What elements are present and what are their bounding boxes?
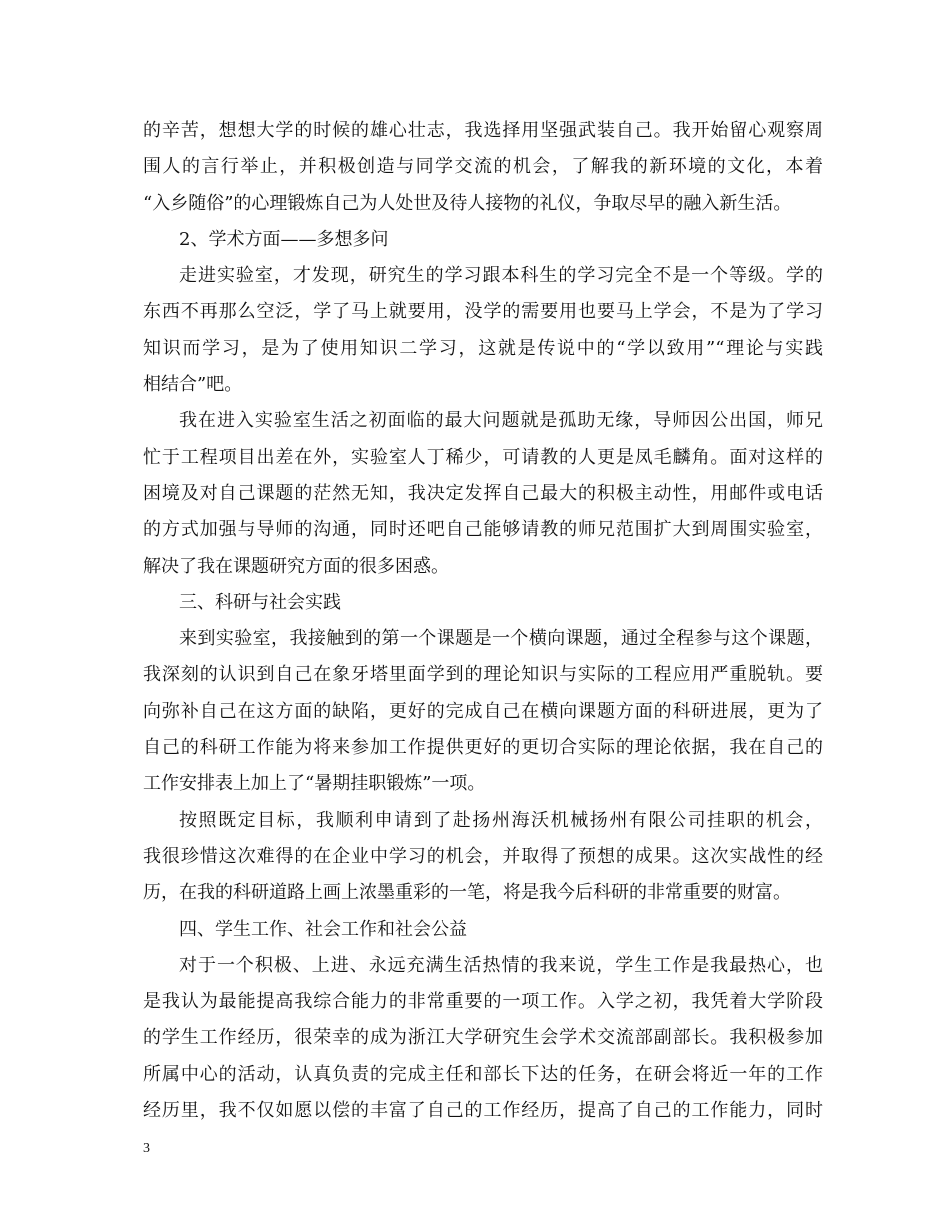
text-line: 向弥补自己在这方面的缺陷，更好的完成自己在横向课题方面的科研进展，更为了 [143,700,823,722]
text-line: 我很珍惜这次难得的在企业中学习的机会，并取得了预想的成果。这次实战性的经 [143,845,823,867]
paragraph-p4 [143,403,823,584]
text-line: 自己的科研工作能为将来参加工作提供更好的更切合实际的理论依据，我在自己的 [143,737,823,759]
paragraph-p3 [143,258,823,403]
document-body [143,113,823,1129]
paragraph-p6 [143,621,823,802]
text-line: 经历里，我不仅如愿以偿的丰富了自己的工作经历，提高了自己的工作能力，同时 [143,1100,823,1122]
paragraph-p1 [143,113,823,222]
page-number: 3 [143,1141,150,1156]
text-line: 历，在我的科研道路上画上浓墨重彩的一笔，将是我今后科研的非常重要的财富。 [143,882,791,904]
text-line: 困境及对自己课题的茫然无知，我决定发挥自己最大的积极主动性，用邮件或电话 [143,482,823,504]
text-line: 忙于工程项目出差在外，实验室人丁稀少，可请教的人更是凤毛麟角。面对这样的 [143,446,823,468]
paragraph-p9 [143,948,823,1129]
text-line: 知识而学习，是为了使用知识二学习，这就是传说中的“学以致用”“理论与实践 [143,337,823,359]
paragraph-p7 [143,803,823,912]
text-line: 解决了我在课题研究方面的很多困惑。 [143,555,449,577]
text-line: 的方式加强与导师的沟通，同时还吧自己能够请教的师兄范围扩大到周围实验室， [143,519,823,541]
heading-text: 2、学术方面——多想多问 [179,228,389,250]
text-line: 我在进入实验室生活之初面临的最大问题就是孤助无缘，导师因公出国，师兄 [179,410,823,432]
text-line: 围人的言行举止，并积极创造与同学交流的机会，了解我的新环境的文化，本着 [143,156,823,178]
heading-text: 三、科研与社会实践 [179,591,341,613]
text-line: 的学生工作经历，很荣幸的成为浙江大学研究生会学术交流部副部长。我积极参加 [143,1027,823,1049]
section-heading [143,585,823,621]
text-line: 来到实验室，我接触到的第一个课题是一个横向课题，通过全程参与这个课题， [179,628,823,650]
text-line: 所属中心的活动，认真负责的完成主任和部长下达的任务，在研会将近一年的工作 [143,1063,823,1085]
text-line: 是我认为最能提高我综合能力的非常重要的一项工作。入学之初，我凭着大学阶段 [143,991,823,1013]
text-line: 我深刻的认识到自己在象牙塔里面学到的理论知识与实际的工程应用严重脱轨。要 [143,664,823,686]
text-line: 对于一个积极、上进、永远充满生活热情的我来说，学生工作是我最热心，也 [179,954,823,976]
text-line: 按照既定目标，我顺利申请到了赴扬州海沃机械扬州有限公司挂职的机会， [179,809,823,831]
section-heading [143,912,823,948]
text-line: 工作安排表上加上了“暑期挂职锻炼”一项。 [143,773,486,795]
text-line: “入乡随俗”的心理锻炼自己为人处世及待人接物的礼仪，争取尽早的融入新生活。 [143,192,792,214]
text-line: 的辛苦，想想大学的时候的雄心壮志，我选择用坚强武装自己。我开始留心观察周 [143,120,823,141]
text-line: 相结合”吧。 [143,374,243,396]
heading-text: 四、学生工作、社会工作和社会公益 [179,918,467,940]
text-line: 走进实验室，才发现，研究生的学习跟本科生的学习完全不是一个等级。学的 [179,265,823,287]
text-line: 东西不再那么空泛，学了马上就要用，没学的需要用也要马上学会，不是为了学习 [143,301,823,323]
section-heading [143,222,823,258]
